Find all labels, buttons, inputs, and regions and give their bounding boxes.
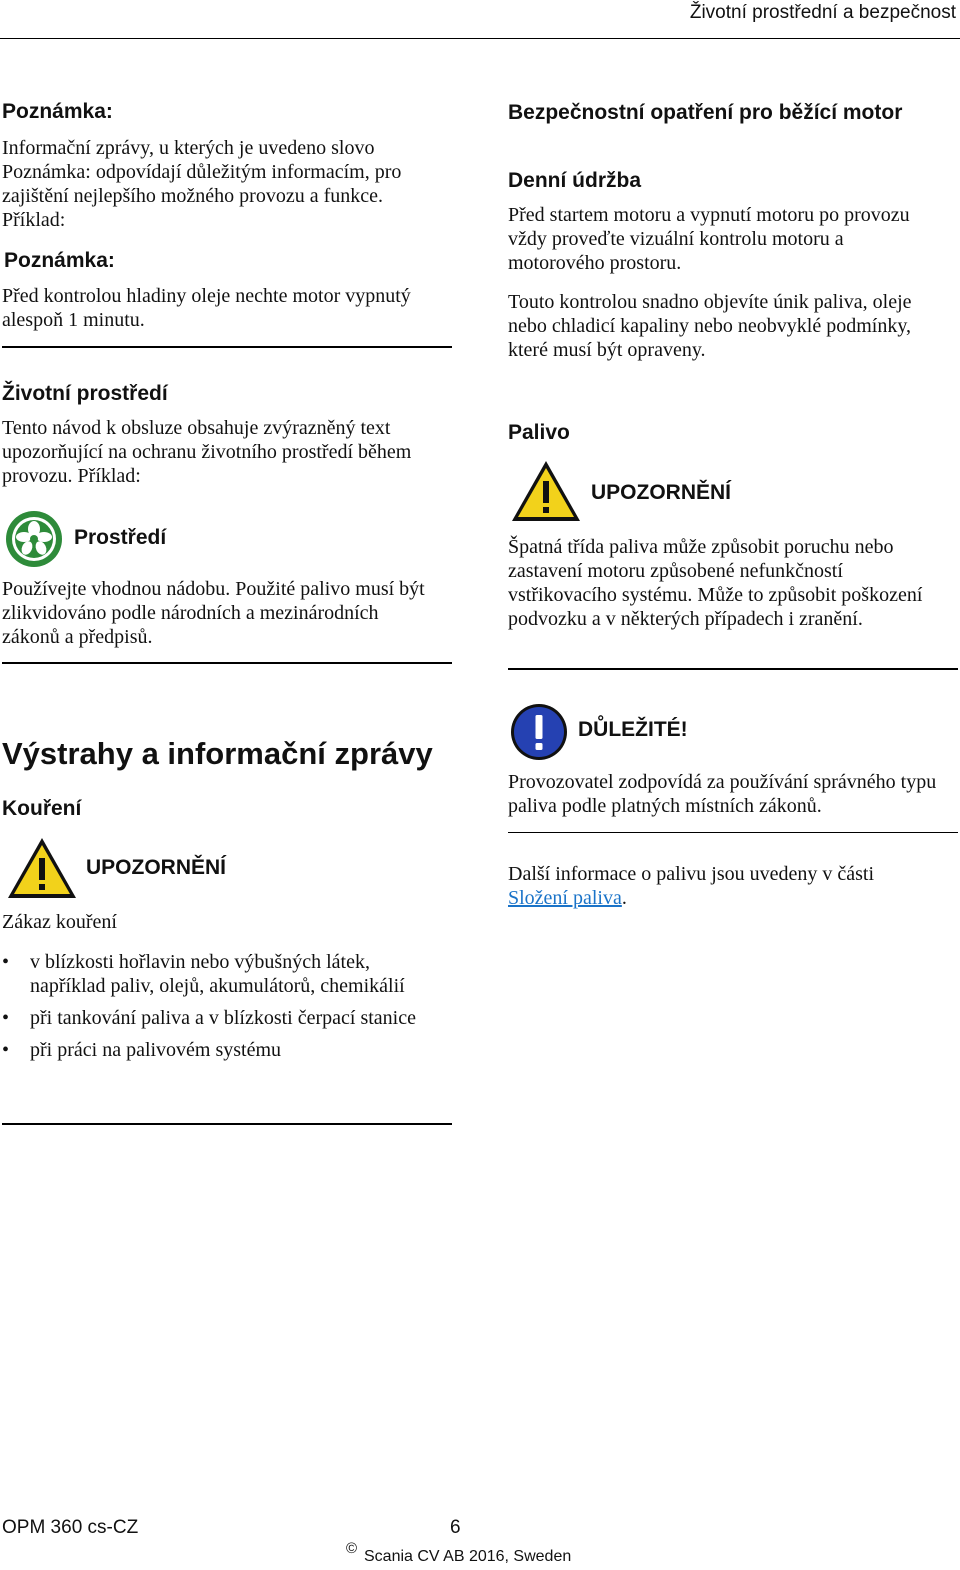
divider (2, 346, 452, 348)
note-example-text: Před kontrolou hladiny oleje nechte motor vypnutý alespoň 1 minutu. (2, 285, 411, 331)
note-label: Poznámka: (2, 100, 113, 123)
fuel-warning-label: UPOZORNĚNÍ (591, 481, 732, 504)
safety-paragraph-2: Touto kontrolou snadno objevíte únik paliva, oleje nebo chladicí kapaliny nebo neobvyklé podmínky, které musí být opraveny. (508, 291, 912, 361)
list-item: • při tankování paliva a v blízkosti čerpací stanice (2, 1007, 416, 1029)
environment-text: Tento návod k obsluze obsahuje zvýrazněný text upozorňující na ochranu životního prostředí během provozu. Příklad: (2, 417, 412, 487)
more-info-text: Další informace o palivu jsou uvedeny v části Složení paliva. (508, 863, 875, 909)
environment-icon-label: Prostředí (74, 526, 167, 549)
header-divider (0, 38, 960, 39)
list-item: • v blízkosti hořlavin nebo výbušných látek, například paliv, olejů, akumulátorů, chemikálií (2, 951, 405, 997)
note-example-label: Poznámka: (4, 249, 115, 272)
divider (2, 1123, 452, 1125)
divider (508, 668, 958, 670)
fuel-warning-text: Špatná třída paliva může způsobit poruchu nebo zastavení motoru způsobené nefunkčností vstřikovacího systému. Může to způsobit poškození podvozku a v některých případech i zranění. (508, 536, 923, 630)
important-icon (510, 703, 568, 761)
divider (508, 832, 958, 833)
list-item: • při práci na palivovém systému (2, 1039, 282, 1061)
warning-bullet-list (2, 950, 422, 1070)
environment-icon (4, 509, 64, 569)
safety-paragraph-1: Před startem motoru a vypnutí motoru po provozu vždy proveďte vizuální kontrolu motoru a motorového prostoru. (508, 204, 910, 274)
important-label: DŮLEŽITÉ! (578, 718, 688, 741)
footer-copyright: Scania CV AB 2016, Sweden (364, 1548, 572, 1565)
environment-icon-text: Používejte vhodnou nádobu. Použité palivo musí být zlikvidováno podle národních a mezinárodních zákonů a předpisů. (2, 578, 425, 648)
smoking-heading: Kouření (2, 797, 82, 820)
fuel-composition-link[interactable]: Složení paliva (508, 887, 622, 909)
safety-heading: Bezpečnostní opatření pro běžící motor (508, 101, 903, 124)
daily-heading: Denní údržba (508, 169, 642, 192)
important-text: Provozovatel zodpovídá za používání správného typu paliva podle platných místních zákonů. (508, 771, 937, 817)
environment-heading: Životní prostředí (2, 382, 168, 405)
divider (2, 662, 452, 664)
warning-label: UPOZORNĚNÍ (86, 856, 227, 879)
warning-text: Zákaz kouření (2, 911, 117, 933)
note-text: Informační zprávy, u kterých je uvedeno slovo Poznámka: odpovídají důležitým informacím, pro zajištění nejlepšího možného provozu a funkce. Příklad: (2, 137, 402, 231)
warning-triangle-icon (510, 459, 582, 523)
running-header: Životní prostřední a bezpečnost (689, 2, 956, 23)
copyright-symbol: © (346, 1540, 358, 1557)
footer-doc-id: OPM 360 cs-CZ (2, 1517, 139, 1538)
fuel-heading: Palivo (508, 421, 570, 444)
section-title: Výstrahy a informační zprávy (2, 736, 433, 771)
footer-page-number: 6 (450, 1517, 461, 1538)
warning-triangle-icon (6, 836, 78, 900)
